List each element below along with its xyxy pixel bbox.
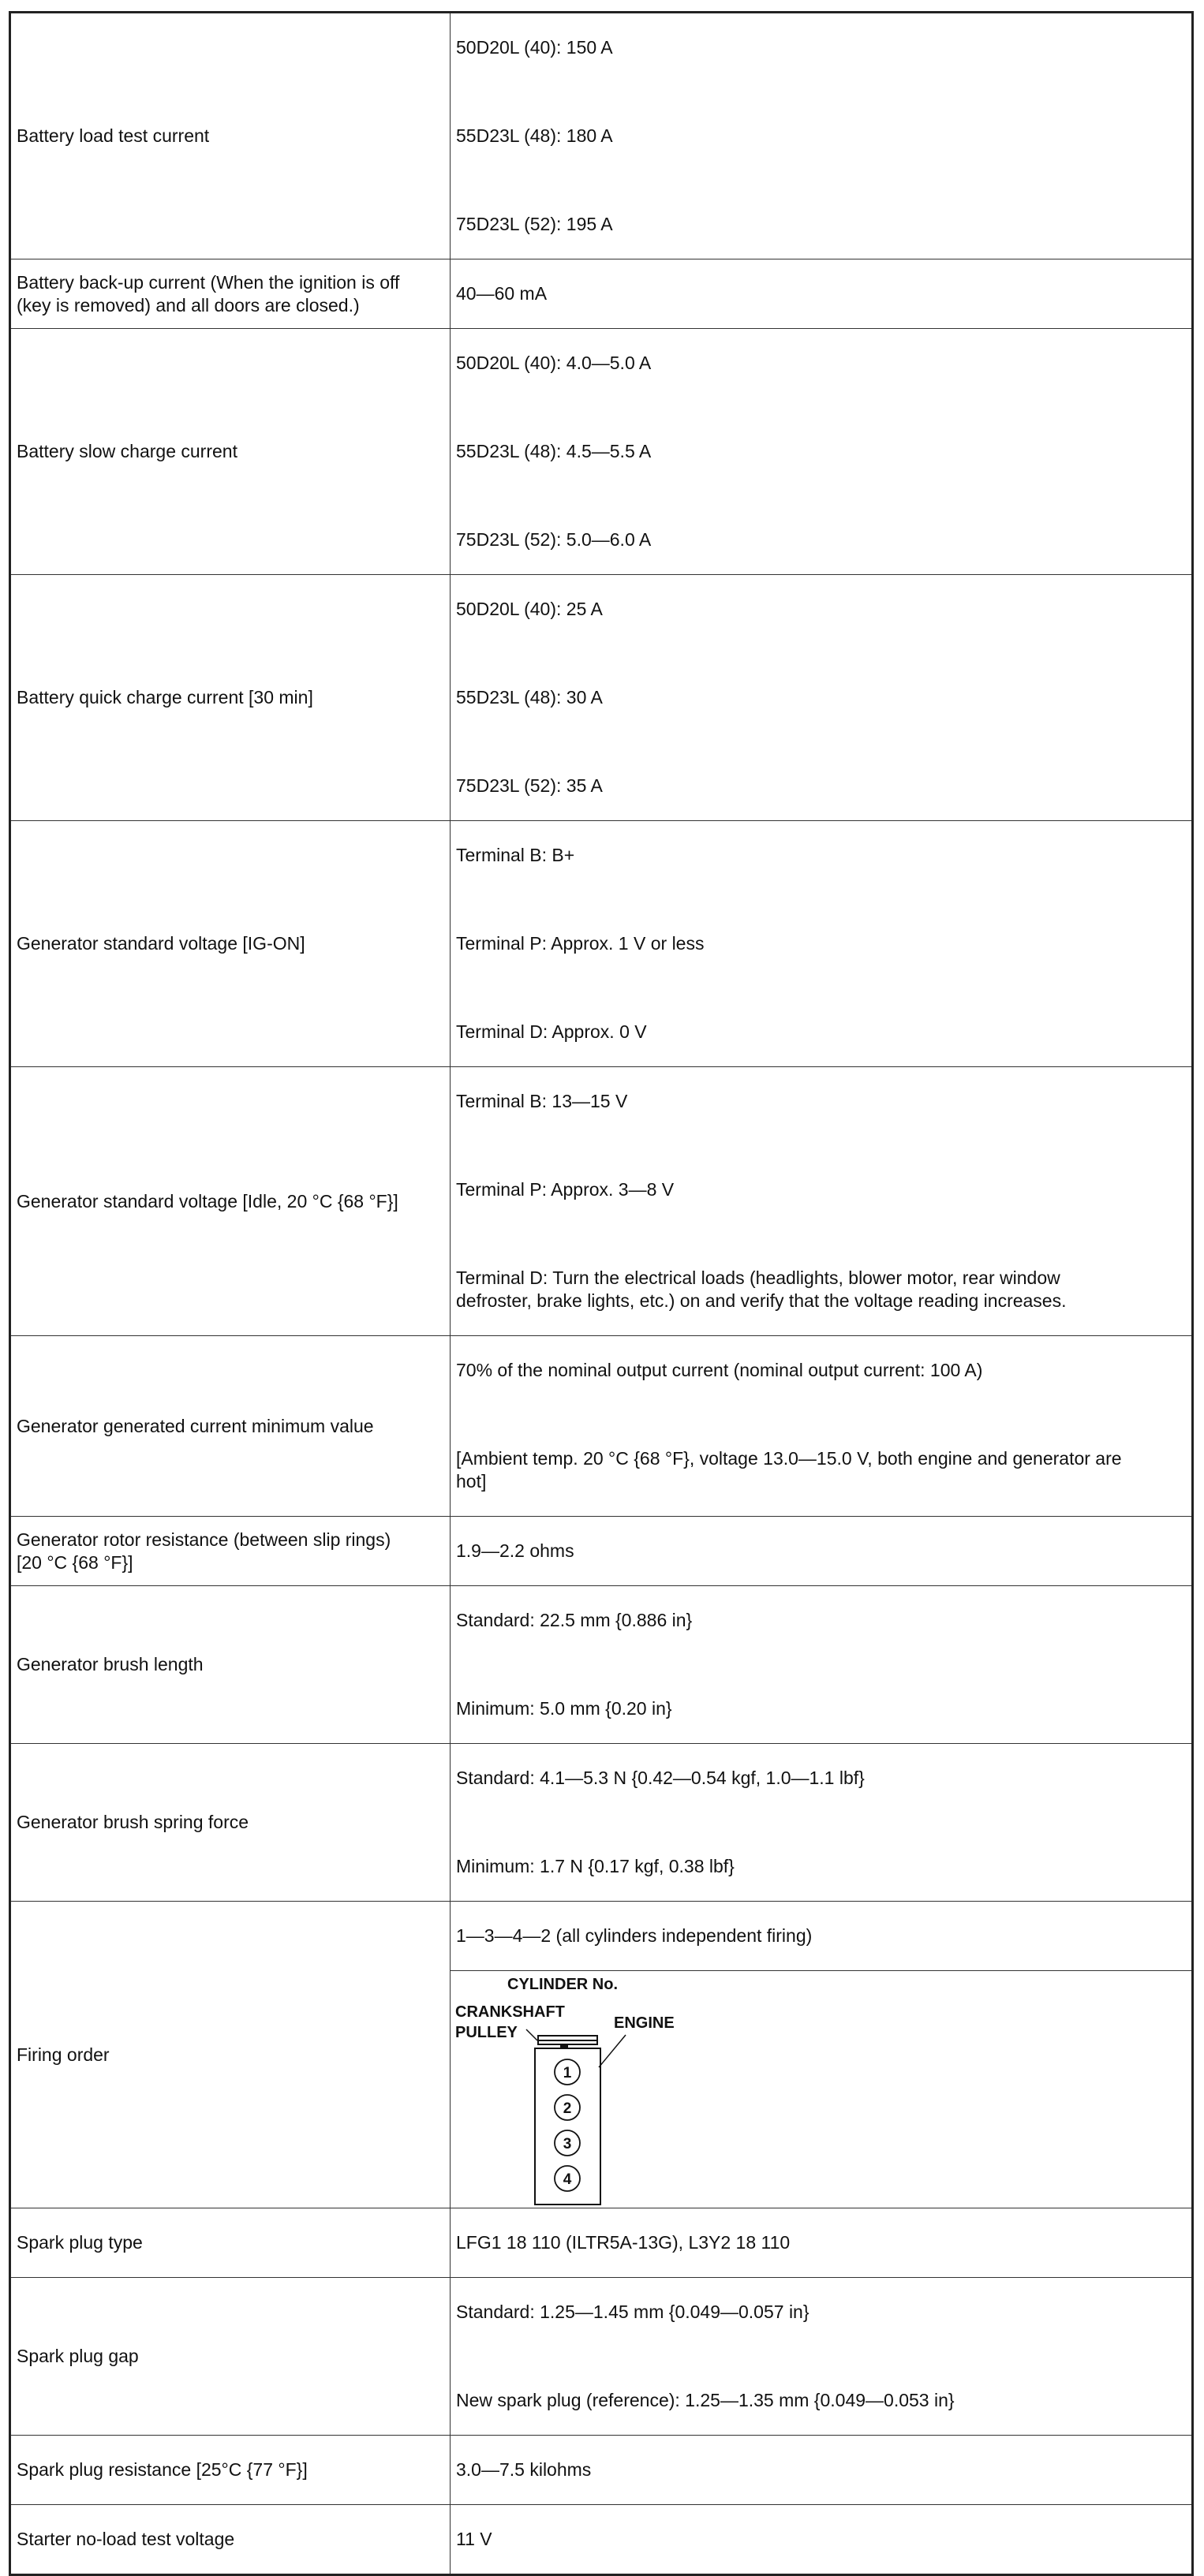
- row-values: [451, 329, 1193, 575]
- cylinder-number: 3: [563, 2136, 572, 2152]
- row-values: [451, 1336, 1193, 1517]
- engine-diagram: [451, 1971, 675, 2208]
- row-label: Generator standard voltage [Idle, 20 °C {68 °F}]: [10, 1067, 451, 1336]
- table-row: [10, 1336, 1193, 1517]
- table-row: [10, 1744, 1193, 1902]
- value-line: Terminal B: B+: [456, 845, 575, 865]
- value-line: 1.9—2.2 ohms: [456, 1540, 574, 1561]
- value-line: Standard: 1.25—1.45 mm {0.049—0.057 in}: [456, 2302, 810, 2322]
- row-label: Generator brush spring force: [10, 1744, 451, 1902]
- table-row: [10, 2208, 1193, 2278]
- row-label: Starter no-load test voltage: [10, 2505, 451, 2575]
- row-values: [451, 1744, 1193, 1902]
- row-label: Battery back-up current (When the ignition is off (key is removed) and all doors are closed.): [10, 259, 451, 329]
- cylinder-label: CYLINDER No.: [507, 1976, 618, 1993]
- row-label: Spark plug gap: [10, 2278, 451, 2436]
- value-line: 55D23L (48): 4.5—5.5 A: [456, 441, 652, 461]
- table-row: [10, 575, 1193, 821]
- row-values: [451, 1586, 1193, 1744]
- table-row: [10, 329, 1193, 575]
- firing-order-diagram: [451, 1971, 1193, 2208]
- row-values: [451, 821, 1193, 1067]
- table-row: [10, 259, 1193, 329]
- row-label: Generator rotor resistance (between slip rings) [20 °C {68 °F}]: [10, 1517, 451, 1586]
- cylinder-number: 4: [563, 2171, 572, 2188]
- value-line: 55D23L (48): 180 A: [456, 125, 613, 146]
- value-line: Terminal D: Approx. 0 V: [456, 1021, 647, 1042]
- value-line: Terminal P: Approx. 1 V or less: [456, 933, 705, 954]
- row-values: [451, 259, 1193, 329]
- row-label: Firing order: [10, 1902, 451, 2208]
- table-row: [10, 2278, 1193, 2436]
- value-line: Terminal B: 13—15 V: [456, 1091, 628, 1111]
- value-line: Minimum: 1.7 N {0.17 kgf, 0.38 lbf}: [456, 1856, 735, 1876]
- row-values: [451, 1517, 1193, 1586]
- table-row: [10, 1902, 1193, 1971]
- table-row: [10, 1067, 1193, 1336]
- crankshaft-label: CRANKSHAFT: [455, 2003, 565, 2021]
- value-line: 75D23L (52): 35 A: [456, 775, 603, 796]
- row-values: [451, 2208, 1193, 2278]
- value-line: 70% of the nominal output current (nominal output current: 100 A): [456, 1360, 983, 1380]
- value-line: Minimum: 5.0 mm {0.20 in}: [456, 1698, 672, 1719]
- value-line: 1—3—4—2 (all cylinders independent firing): [456, 1925, 813, 1946]
- value-line: [Ambient temp. 20 °C {68 °F}, voltage 13.0—15.0 V, both engine and generator are hot]: [456, 1448, 1122, 1491]
- specification-table: [9, 11, 1194, 2576]
- table-row: [10, 13, 1193, 259]
- row-label: Spark plug resistance [25°C {77 °F}]: [10, 2436, 451, 2505]
- table-row: [10, 2505, 1193, 2575]
- row-values: [451, 2436, 1193, 2505]
- table-row: [10, 1586, 1193, 1744]
- pulley-leader-line: [526, 2029, 537, 2040]
- value-line: 50D20L (40): 25 A: [456, 599, 603, 619]
- value-line: LFG1 18 110 (ILTR5A-13G), L3Y2 18 110: [456, 2232, 791, 2253]
- row-values: [451, 575, 1193, 821]
- value-line: Standard: 4.1—5.3 N {0.42—0.54 kgf, 1.0—1.1 lbf}: [456, 1768, 865, 1788]
- value-line: 11 V: [456, 2529, 492, 2549]
- value-line: 3.0—7.5 kilohms: [456, 2459, 592, 2480]
- value-line: 75D23L (52): 195 A: [456, 214, 613, 234]
- row-values: [451, 2505, 1193, 2575]
- row-label: Spark plug type: [10, 2208, 451, 2278]
- table-row: [10, 1517, 1193, 1586]
- row-values: [451, 1902, 1193, 1971]
- row-label: Generator standard voltage [IG-ON]: [10, 821, 451, 1067]
- cylinder-number: 1: [563, 2065, 572, 2081]
- value-line: New spark plug (reference): 1.25—1.35 mm {0.049—0.053 in}: [456, 2390, 955, 2410]
- row-values: [451, 13, 1193, 259]
- value-line: Terminal D: Turn the electrical loads (headlights, blower motor, rear window defroster, brake lights, etc.) on and verify that the voltage reading increases.: [456, 1267, 1067, 1311]
- row-label: Battery slow charge current: [10, 329, 451, 575]
- pulley-label: PULLEY: [455, 2024, 518, 2041]
- value-line: Terminal P: Approx. 3—8 V: [456, 1179, 675, 1200]
- table-row: [10, 2436, 1193, 2505]
- pulley-shape: [538, 2040, 597, 2044]
- row-label: Generator brush length: [10, 1586, 451, 1744]
- engine-leader-line: [599, 2035, 626, 2067]
- value-line: 55D23L (48): 30 A: [456, 687, 603, 707]
- row-label: Generator generated current minimum value: [10, 1336, 451, 1517]
- row-values: [451, 1067, 1193, 1336]
- row-label: Battery quick charge current [30 min]: [10, 575, 451, 821]
- value-line: 40—60 mA: [456, 283, 548, 304]
- value-line: 75D23L (52): 5.0—6.0 A: [456, 529, 652, 550]
- row-label: Battery load test current: [10, 13, 451, 259]
- table-row: [10, 821, 1193, 1067]
- value-line: Standard: 22.5 mm {0.886 in}: [456, 1610, 693, 1630]
- cylinder-number: 2: [563, 2100, 572, 2117]
- row-values: [451, 2278, 1193, 2436]
- value-line: 50D20L (40): 150 A: [456, 37, 613, 58]
- value-line: 50D20L (40): 4.0—5.0 A: [456, 353, 652, 373]
- engine-label: ENGINE: [614, 2014, 675, 2032]
